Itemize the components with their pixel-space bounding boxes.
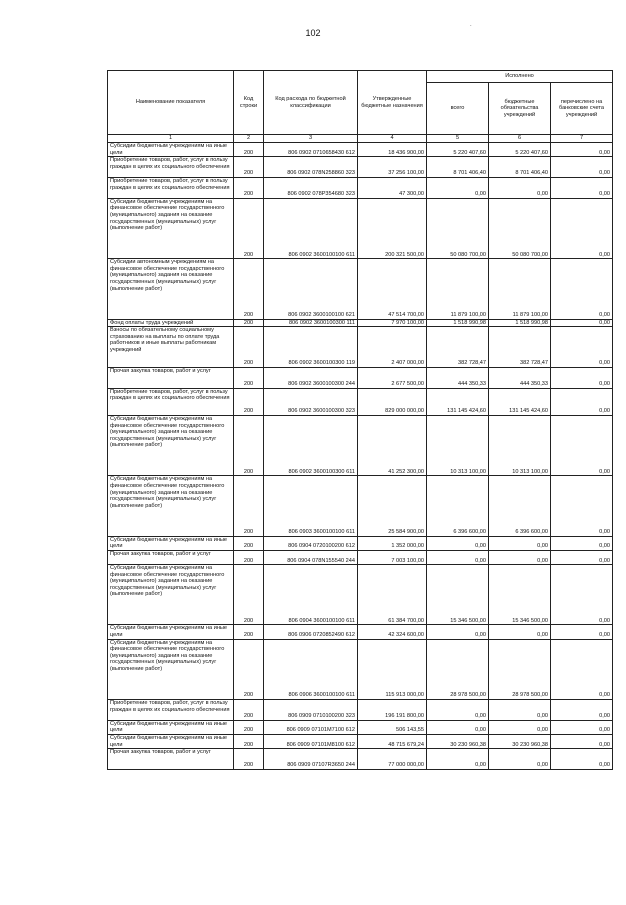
column-number: 6 (489, 135, 551, 143)
row-name: Субсидии бюджетным учреждениям на иные цели (108, 143, 234, 157)
row-executed-obligations: 30 230 960,38 (489, 735, 551, 749)
budget-execution-table (107, 70, 613, 770)
column-number: 5 (427, 135, 489, 143)
row-executed-obligations: 6 396 600,00 (489, 476, 551, 536)
row-executed-transferred: 0,00 (551, 143, 613, 157)
row-line-code: 200 (234, 476, 264, 536)
table-row (108, 177, 613, 198)
row-executed-obligations: 10 313 100,00 (489, 415, 551, 475)
table-row (108, 625, 613, 639)
row-line-code: 200 (234, 157, 264, 178)
row-executed-obligations: 0,00 (489, 550, 551, 564)
row-name: Субсидии бюджетным учреждениям на иные цели (108, 720, 234, 734)
row-executed-transferred: 0,00 (551, 476, 613, 536)
table-row (108, 259, 613, 319)
row-name: Субсидии бюджетным учреждениям на финансовое обеспечение государственного (муниципального) задания на оказание государственных (муниципальных) услуг (выполнение работ) (108, 476, 234, 536)
row-executed-obligations: 131 145 424,60 (489, 388, 551, 415)
row-executed-total: 0,00 (427, 625, 489, 639)
row-executed-transferred: 0,00 (551, 550, 613, 564)
table-row (108, 157, 613, 178)
table-row (108, 639, 613, 699)
row-executed-obligations: 382 728,47 (489, 327, 551, 368)
row-executed-transferred: 0,00 (551, 259, 613, 319)
row-line-code: 200 (234, 367, 264, 388)
column-numbers-row (108, 135, 613, 143)
row-expense-code: 806 0904 078N155540 244 (264, 550, 358, 564)
row-approved: 2 677 500,00 (358, 367, 427, 388)
table-row (108, 476, 613, 536)
row-executed-total: 0,00 (427, 749, 489, 770)
row-executed-obligations: 0,00 (489, 700, 551, 721)
column-number: 4 (358, 135, 427, 143)
row-name: Субсидии бюджетным учреждениям на иные цели (108, 536, 234, 550)
table-row (108, 143, 613, 157)
row-name: Прочая закупка товаров, работ и услуг (108, 367, 234, 388)
row-line-code: 200 (234, 177, 264, 198)
table-row (108, 720, 613, 734)
row-expense-code: 806 0902 0710658430 612 (264, 143, 358, 157)
row-executed-total: 0,00 (427, 177, 489, 198)
row-executed-total: 5 220 407,60 (427, 143, 489, 157)
row-line-code: 200 (234, 388, 264, 415)
row-approved: 200 321 500,00 (358, 198, 427, 258)
row-executed-total: 444 350,33 (427, 367, 489, 388)
row-approved: 25 584 900,00 (358, 476, 427, 536)
row-executed-obligations: 0,00 (489, 536, 551, 550)
row-line-code: 200 (234, 198, 264, 258)
row-approved: 77 000 000,00 (358, 749, 427, 770)
header-executed: Исполнено (427, 71, 613, 83)
row-name: Субсидии бюджетным учреждениям на финансовое обеспечение государственного (муниципального) задания на оказание государственных (муниципальных) услуг (выполнение работ) (108, 565, 234, 625)
row-executed-obligations: 1 518 990,98 (489, 319, 551, 327)
row-executed-transferred: 0,00 (551, 367, 613, 388)
row-expense-code: 806 0903 3600100100 611 (264, 476, 358, 536)
row-executed-transferred: 0,00 (551, 700, 613, 721)
table-row (108, 700, 613, 721)
row-executed-total: 11 879 100,00 (427, 259, 489, 319)
row-name: Субсидии бюджетным учреждениям на финансовое обеспечение государственного (муниципального) задания на оказание государственных (муниципальных) услуг (выполнение работ) (108, 415, 234, 475)
header-line-code: Код строки (234, 71, 264, 135)
table-row (108, 319, 613, 327)
row-line-code: 200 (234, 550, 264, 564)
row-executed-transferred: 0,00 (551, 639, 613, 699)
table-row (108, 565, 613, 625)
row-name: Субсидии бюджетным учреждениям на финансовое обеспечение государственного (муниципального) задания на оказание государственных (муниципальных) услуг (выполнение работ) (108, 198, 234, 258)
row-line-code: 200 (234, 415, 264, 475)
row-executed-obligations: 28 978 500,00 (489, 639, 551, 699)
row-executed-transferred: 0,00 (551, 319, 613, 327)
row-name: Субсидии бюджетным учреждениям на иные цели (108, 625, 234, 639)
row-line-code: 200 (234, 639, 264, 699)
row-approved: 41 252 300,00 (358, 415, 427, 475)
row-executed-obligations: 0,00 (489, 177, 551, 198)
row-name: Прочая закупка товаров, работ и услуг (108, 550, 234, 564)
table-row (108, 327, 613, 368)
table-row (108, 367, 613, 388)
row-expense-code: 806 0902 3600100100 621 (264, 259, 358, 319)
row-executed-obligations: 50 080 700,00 (489, 198, 551, 258)
row-line-code: 200 (234, 625, 264, 639)
row-line-code: 200 (234, 259, 264, 319)
row-executed-transferred: 0,00 (551, 327, 613, 368)
row-name: Приобретение товаров, работ, услуг в пользу граждан в целях их социального обеспечения (108, 388, 234, 415)
row-name: Приобретение товаров, работ, услуг в пользу граждан в целях их социального обеспечения (108, 177, 234, 198)
row-line-code: 200 (234, 319, 264, 327)
row-executed-transferred: 0,00 (551, 735, 613, 749)
row-executed-obligations: 0,00 (489, 749, 551, 770)
row-expense-code: 806 0902 3600100100 611 (264, 198, 358, 258)
row-executed-total: 1 518 990,98 (427, 319, 489, 327)
row-executed-transferred: 0,00 (551, 415, 613, 475)
row-approved: 47 300,00 (358, 177, 427, 198)
row-line-code: 200 (234, 720, 264, 734)
row-executed-obligations: 0,00 (489, 625, 551, 639)
row-approved: 1 352 000,00 (358, 536, 427, 550)
row-executed-obligations: 0,00 (489, 720, 551, 734)
row-executed-transferred: 0,00 (551, 625, 613, 639)
row-executed-transferred: 0,00 (551, 388, 613, 415)
table-row (108, 735, 613, 749)
row-expense-code: 806 0909 0710100200 323 (264, 700, 358, 721)
row-executed-obligations: 15 346 500,00 (489, 565, 551, 625)
header-approved: Утвержденные бюджетные назначения (358, 71, 427, 135)
row-executed-transferred: 0,00 (551, 720, 613, 734)
column-number: 2 (234, 135, 264, 143)
row-approved: 61 384 700,00 (358, 565, 427, 625)
table-row (108, 536, 613, 550)
row-expense-code: 806 0902 3600100300 611 (264, 415, 358, 475)
table-row (108, 388, 613, 415)
row-executed-total: 15 346 500,00 (427, 565, 489, 625)
row-expense-code: 806 0902 3600100300 323 (264, 388, 358, 415)
row-approved: 2 407 000,00 (358, 327, 427, 368)
row-expense-code: 806 0902 078N258860 323 (264, 157, 358, 178)
row-executed-obligations: 444 350,33 (489, 367, 551, 388)
header-transferred: перечислено на банковские счета учреждений (551, 83, 613, 135)
row-executed-total: 0,00 (427, 700, 489, 721)
row-approved: 42 324 600,00 (358, 625, 427, 639)
row-line-code: 200 (234, 749, 264, 770)
table-row (108, 415, 613, 475)
row-line-code: 200 (234, 700, 264, 721)
row-executed-total: 28 978 500,00 (427, 639, 489, 699)
row-expense-code: 806 0909 07101M7100 612 (264, 720, 358, 734)
row-line-code: 200 (234, 327, 264, 368)
row-name: Фонд оплаты труда учреждений (108, 319, 234, 327)
column-number: 7 (551, 135, 613, 143)
row-expense-code: 806 0909 07107R3650 244 (264, 749, 358, 770)
row-approved: 506 143,55 (358, 720, 427, 734)
row-expense-code: 806 0909 07101M8100 612 (264, 735, 358, 749)
row-expense-code: 806 0902 3600100300 111 (264, 319, 358, 327)
row-executed-total: 131 145 424,60 (427, 388, 489, 415)
row-expense-code: 806 0906 0720852490 612 (264, 625, 358, 639)
row-expense-code: 806 0902 3600100300 244 (264, 367, 358, 388)
header-obligations: бюджетные обязательства учреждений (489, 83, 551, 135)
row-executed-transferred: 0,00 (551, 157, 613, 178)
row-approved: 7 003 100,00 (358, 550, 427, 564)
row-approved: 115 913 000,00 (358, 639, 427, 699)
row-executed-total: 0,00 (427, 536, 489, 550)
row-name: Прочая закупка товаров, работ и услуг (108, 749, 234, 770)
row-executed-total: 10 313 100,00 (427, 415, 489, 475)
row-executed-transferred: 0,00 (551, 565, 613, 625)
row-approved: 48 715 679,24 (358, 735, 427, 749)
row-expense-code: 806 0902 078P354680 323 (264, 177, 358, 198)
column-number: 1 (108, 135, 234, 143)
header-name: Наименование показателя (108, 71, 234, 135)
row-line-code: 200 (234, 565, 264, 625)
row-name: Приобретение товаров, работ, услуг в пользу граждан в целях их социального обеспечения (108, 700, 234, 721)
row-executed-total: 0,00 (427, 550, 489, 564)
row-executed-transferred: 0,00 (551, 177, 613, 198)
row-name: Субсидии бюджетным учреждениям на финансовое обеспечение государственного (муниципального) задания на оказание государственных (муниципальных) услуг (выполнение работ) (108, 639, 234, 699)
row-expense-code: 806 0904 3600100100 611 (264, 565, 358, 625)
row-executed-total: 6 396 600,00 (427, 476, 489, 536)
row-name: Субсидии автономным учреждениям на финансовое обеспечение государственного (муниципального) задания на оказание государственных (муниципальных) услуг (выполнение работ) (108, 259, 234, 319)
row-line-code: 200 (234, 735, 264, 749)
row-executed-total: 382 728,47 (427, 327, 489, 368)
column-number: 3 (264, 135, 358, 143)
table-row (108, 550, 613, 564)
table-row (108, 749, 613, 770)
row-approved: 829 000 000,00 (358, 388, 427, 415)
row-line-code: 200 (234, 143, 264, 157)
page-number: 102 (305, 28, 321, 38)
header-total: всего (427, 83, 489, 135)
row-name: Взносы по обязательному социальному страхованию на выплаты по оплате труда работников и иные выплаты работникам учреждений (108, 327, 234, 368)
row-approved: 196 191 800,00 (358, 700, 427, 721)
row-approved: 7 970 100,00 (358, 319, 427, 327)
row-executed-transferred: 0,00 (551, 198, 613, 258)
table-row (108, 198, 613, 258)
row-executed-total: 30 230 960,38 (427, 735, 489, 749)
row-executed-total: 8 701 406,40 (427, 157, 489, 178)
row-expense-code: 806 0906 3600100100 611 (264, 639, 358, 699)
row-expense-code: 806 0904 0720100200 612 (264, 536, 358, 550)
row-executed-obligations: 5 220 407,60 (489, 143, 551, 157)
row-approved: 18 436 900,00 (358, 143, 427, 157)
row-name: Приобретение товаров, работ, услуг в пользу граждан в целях их социального обеспечения (108, 157, 234, 178)
row-line-code: 200 (234, 536, 264, 550)
row-name: Субсидии бюджетным учреждениям на иные цели (108, 735, 234, 749)
scan-dot: . (470, 22, 472, 28)
header-expense-code: Код расхода по бюджетной классификации (264, 71, 358, 135)
row-executed-transferred: 0,00 (551, 749, 613, 770)
row-executed-obligations: 11 879 100,00 (489, 259, 551, 319)
row-executed-total: 50 080 700,00 (427, 198, 489, 258)
row-executed-transferred: 0,00 (551, 536, 613, 550)
row-approved: 37 256 100,00 (358, 157, 427, 178)
row-executed-total: 0,00 (427, 720, 489, 734)
row-executed-obligations: 8 701 406,40 (489, 157, 551, 178)
row-approved: 47 514 700,00 (358, 259, 427, 319)
row-expense-code: 806 0902 3600100300 119 (264, 327, 358, 368)
